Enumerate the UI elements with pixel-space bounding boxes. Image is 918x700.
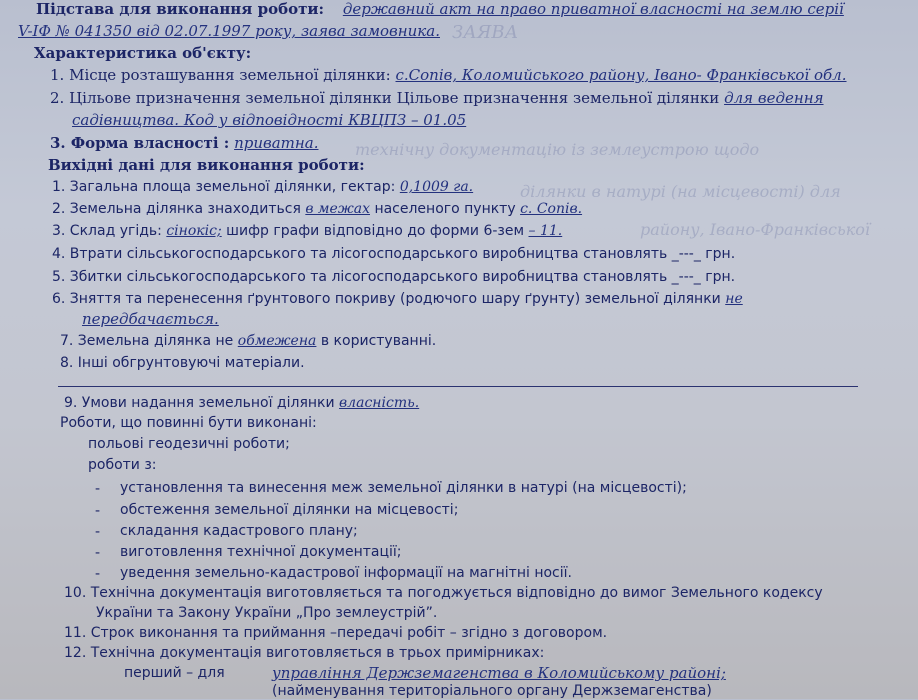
input-item-4: 4. Втрати сільськогосподарського та лісогосподарського виробництва становлять _---_ грн. [52, 246, 736, 262]
item-text: населеного пункту [374, 201, 516, 217]
purpose-value-cont: садівництва. Код у відповідності КВЦПЗ – 01.05 [72, 111, 467, 129]
item-label: 2. Цільове призначення земельної ділянки Цільове призначення земельної ділянки [50, 89, 720, 107]
input-item-3 [52, 222, 562, 240]
work-item: виготовлення технічної документації; [120, 544, 402, 560]
bullet-dash: - [95, 501, 101, 519]
work-item: уведення земельно-кадастрової інформації на магнітні носії. [120, 565, 572, 581]
bleed-through-text: району, Івано-Франківської [640, 220, 871, 239]
item-text: в користуванні. [320, 333, 437, 349]
works-field: польові геодезичні роботи; [88, 436, 290, 452]
clause-11: 11. Строк виконання та приймання –передачі робіт – згідно з договором. [64, 625, 608, 641]
recipient-value: управління Держземагенства в Коломийському районі; [272, 664, 726, 682]
item-label: 2. Земельна ділянка знаходиться [52, 201, 301, 217]
clause-10: 10. Технічна документація виготовляється та погоджується відповідно до вимог Земельного кодексу [64, 585, 823, 601]
works-from: роботи з: [88, 457, 157, 473]
copy-recipient-value [272, 664, 726, 682]
column-code-value: – 11. [528, 223, 563, 239]
bleed-through-text: ділянки в натурі (на місцевості) для [520, 182, 841, 201]
input-item-6 [52, 290, 743, 308]
input-item-5: 5. Збитки сільськогосподарського та лісогосподарського виробництва становлять _---_ грн. [52, 269, 736, 285]
grant-condition-value: власність. [339, 395, 420, 411]
soil-removal-value-cont: передбачається. [82, 310, 219, 328]
clause-12: 12. Технічна документація виготовляється в трьох примірниках: [64, 645, 545, 661]
object-item-2-cont [72, 111, 466, 129]
item-text: шифр графи відповідно до форми 6-зем [226, 223, 525, 239]
item-label: 3. Форма власності : [50, 134, 230, 152]
soil-removal-value: не [725, 291, 743, 307]
basis-line-2 [18, 22, 440, 40]
object-item-1 [50, 66, 847, 84]
basis-label: Підстава для виконання роботи: [36, 0, 325, 18]
settlement-value: с. Сопів. [520, 201, 583, 217]
restriction-value: обмежена [237, 333, 317, 349]
object-item-3 [50, 134, 319, 152]
input-item-7 [60, 332, 436, 350]
item-label: 9. Умови надання земельної ділянки [64, 395, 335, 411]
bleed-through-text: технічну документацію із землеустрою щодо [355, 140, 760, 159]
bullet-dash: - [95, 479, 101, 497]
work-item: складання кадастрового плану; [120, 523, 358, 539]
input-item-6-cont [82, 310, 219, 328]
item-label: 7. Земельна ділянка не [60, 333, 234, 349]
area-value: 0,1009 га. [399, 179, 474, 195]
bullet-dash: - [95, 564, 101, 582]
work-item: установлення та винесення меж земельної ділянки в натурі (на місцевості); [120, 480, 687, 496]
item-label: 1. Місце розташування земельної ділянки: [50, 66, 391, 84]
basis-value-cont: V-IФ № 041350 від 02.07.1997 року, заява замовника. [18, 22, 440, 40]
work-item: обстеження земельної ділянки на місцевості; [120, 502, 459, 518]
basis-line-1 [36, 0, 844, 18]
bullet-dash: - [95, 543, 101, 561]
basis-value: державний акт на право приватної власності на землю серії [342, 0, 844, 18]
land-type-value: сінокіс; [166, 223, 222, 239]
input-data-heading: Вихідні дані для виконання роботи: [48, 156, 365, 174]
input-item-1 [52, 178, 473, 196]
bleed-through-text: ЗАЯВА [452, 22, 519, 43]
item-label: 3. Склад угідь: [52, 223, 162, 239]
input-item-9 [64, 394, 419, 412]
separator-line [58, 386, 858, 387]
bullet-dash: - [95, 522, 101, 540]
location-value: с.Сопів, Коломийського району, Івано- Франківської обл. [395, 66, 847, 84]
object-item-2 [50, 89, 824, 107]
item-label: 1. Загальна площа земельної ділянки, гектар: [52, 179, 396, 195]
characteristics-heading: Характеристика об'єкту: [34, 44, 252, 62]
within-value: в межах [305, 201, 370, 217]
ownership-value: приватна. [234, 134, 319, 152]
copy-recipient-label: перший – для [124, 665, 225, 681]
input-item-2 [52, 200, 582, 218]
purpose-value: для ведення [724, 89, 824, 107]
input-item-8: 8. Інші обгрунтовуючі матеріали. [60, 355, 305, 371]
recipient-note: (найменування територіального органу Держземагенства) [272, 683, 712, 699]
clause-10-cont: України та Закону України „Про землеустрій”. [96, 605, 438, 621]
item-label: 6. Зняття та перенесення ґрунтового покриву (родючого шару ґрунту) земельної ділянки [52, 291, 721, 307]
works-heading: Роботи, що повинні бути виконані: [60, 415, 317, 431]
